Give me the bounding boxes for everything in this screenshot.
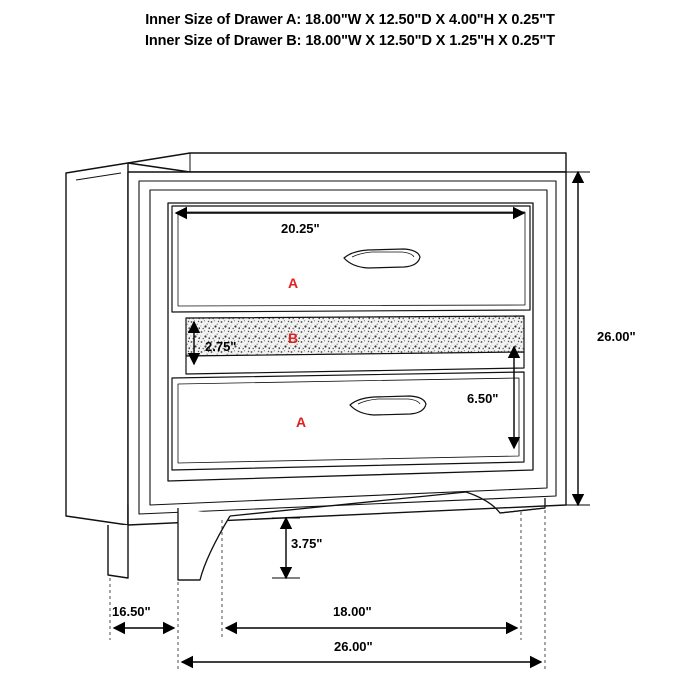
dim-lower-drawer-height: 6.50" (467, 391, 499, 406)
drawer-label-a-top: A (288, 275, 299, 291)
dim-total-height: 26.00" (597, 329, 636, 344)
dim-leg-height: 3.75" (291, 536, 323, 551)
dim-drawer-b-height: 2.75" (205, 339, 237, 354)
header-line-1: Inner Size of Drawer A: 18.00"W X 12.50"D X 4.00"H X 0.25"T (145, 12, 555, 28)
drawer-label-b: B (288, 330, 299, 346)
dim-top-width: 20.25" (281, 221, 320, 236)
dim-front-width: 18.00" (333, 604, 372, 619)
dim-total-width: 26.00" (334, 639, 373, 654)
header-line-2: Inner Size of Drawer B: 18.00"W X 12.50"D X 1.25"H X 0.25"T (144, 33, 556, 49)
dim-side-depth: 16.50" (112, 604, 151, 619)
drawer-label-a-bottom: A (296, 414, 307, 430)
